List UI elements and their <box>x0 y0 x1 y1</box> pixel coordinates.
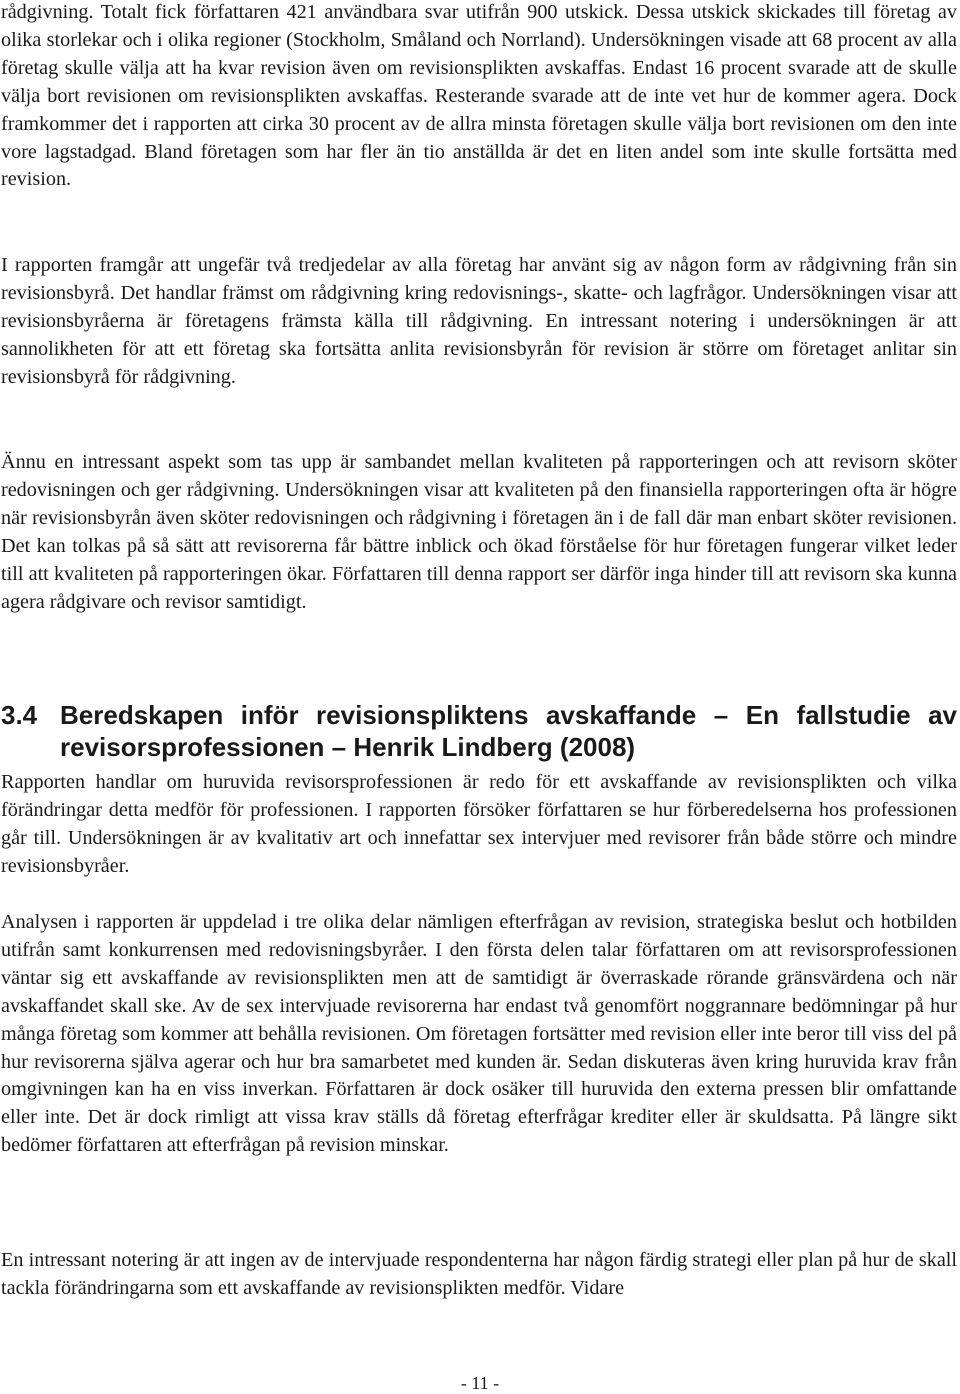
body-paragraph: Rapporten handlar om huruvida revisorsprofessionen är redo för ett avskaffande av revisionsplikten och vilka förändringar detta medför för professionen. I rapporten försöker författaren se hur förberedelserna hos professionen går till. Undersökningen är av kvalitativ art och innefattar sex intervjuer med revisorer från både större och mindre revisionsbyråer. <box>1 771 957 877</box>
body-paragraph: Analysen i rapporten är uppdelad i tre olika delar nämligen efterfrågan av revision, strategiska beslut och hotbilden utifrån samt konkurrensen med redovisningsbyråer. I den första delen talar författaren om att revisorsprofessionen väntar sig ett avskaffande av revisionsplikten men att de samtidigt är överraskade rörande gränsvärdena och när avskaffandet skall ske. Av de sex intervjuade revisorerna har endast två genomfört noggrannare bedömningar på hur många företag som kommer att behålla revisionen. Om företagen fortsätter med revision eller inte beror till viss del på hur revisorerna själva agerar och hur bra samarbetet med kunden är. Sedan diskuteras även kring huruvida krav från omgivningen kan ha en viss inverkan. Författaren är dock osäker till huruvida den externa pressen blir omfattande eller inte. Det är dock rimligt att vissa krav ställs då företag efterfrågar krediter eller är skuldsatta. På längre sikt bedömer författaren att efterfrågan på revision minskar. <box>1 911 957 1157</box>
section-heading <box>1 699 957 763</box>
section-number: 3.4 <box>1 700 38 730</box>
body-paragraph: rådgivning. Totalt fick författaren 421 användbara svar utifrån 900 utskick. Dessa utskick skickades till företag av olika storlekar och i olika regioner (Stockholm, Småland och Norrland). Undersökningen visade att 68 procent av alla företag skulle välja att ha kvar revision även om revisionsplikten avskaffas. Endast 16 procent svarade att de skulle välja bort revisionen om revisionsplikten avskaffas. Resterande svarade att de inte vet hur de kommer agera. Dock framkommer det i rapporten att cirka 30 procent av de allra minsta företagen skulle välja bort revisionen om den inte vore lagstadgad. Bland företagen som har fler än tio anställda är det en liten andel som inte skulle fortsätta med revision. <box>1 1 957 191</box>
body-paragraph: Ännu en intressant aspekt som tas upp är sambandet mellan kvaliteten på rapporteringen och att revisorn sköter redovisningen och ger rådgivning. Undersökningen visar att kvaliteten på den finansiella rapporteringen ofta är högre när revisionsbyrån även sköter redovisningen och rådgivning i företagen än i de fall där man enbart sköter revisionen. Det kan tolkas på så sätt att revisorerna får bättre inblick och ökad förståelse för hur företagen fungerar vilket leder till att kvaliteten på rapporteringen ökar. Författaren till denna rapport ser därför inga hinder till att revisorn ska kunna agera rådgivare och revisor samtidigt. <box>1 451 957 613</box>
body-paragraph: En intressant notering är att ingen av de intervjuade respondenterna har någon färdig strategi eller plan på hur de skall tackla förändringarna som ett avskaffande av revisionsplikten medför. Vidare <box>1 1249 957 1299</box>
page-number: - 11 - <box>460 1373 500 1393</box>
body-paragraph: I rapporten framgår att ungefär två tredjedelar av alla företag har använt sig av någon form av rådgivning från sin revisionsbyrå. Det handlar främst om rådgivning kring redovisnings-, skatte- och lagfrågor. Undersökningen visar att revisionsbyråerna är företagens främsta källa till rådgivning. En intressant notering i undersökningen är att sannolikheten för att ett företag ska fortsätta anlita revisionsbyrån för revision är större om företaget anlitar sin revisionsbyrå för rådgivning. <box>1 254 957 388</box>
section-title: Beredskapen inför revisionspliktens avskaffande – En fallstudie av revisorsprofessionen – Henrik Lindberg (2008) <box>60 700 957 762</box>
